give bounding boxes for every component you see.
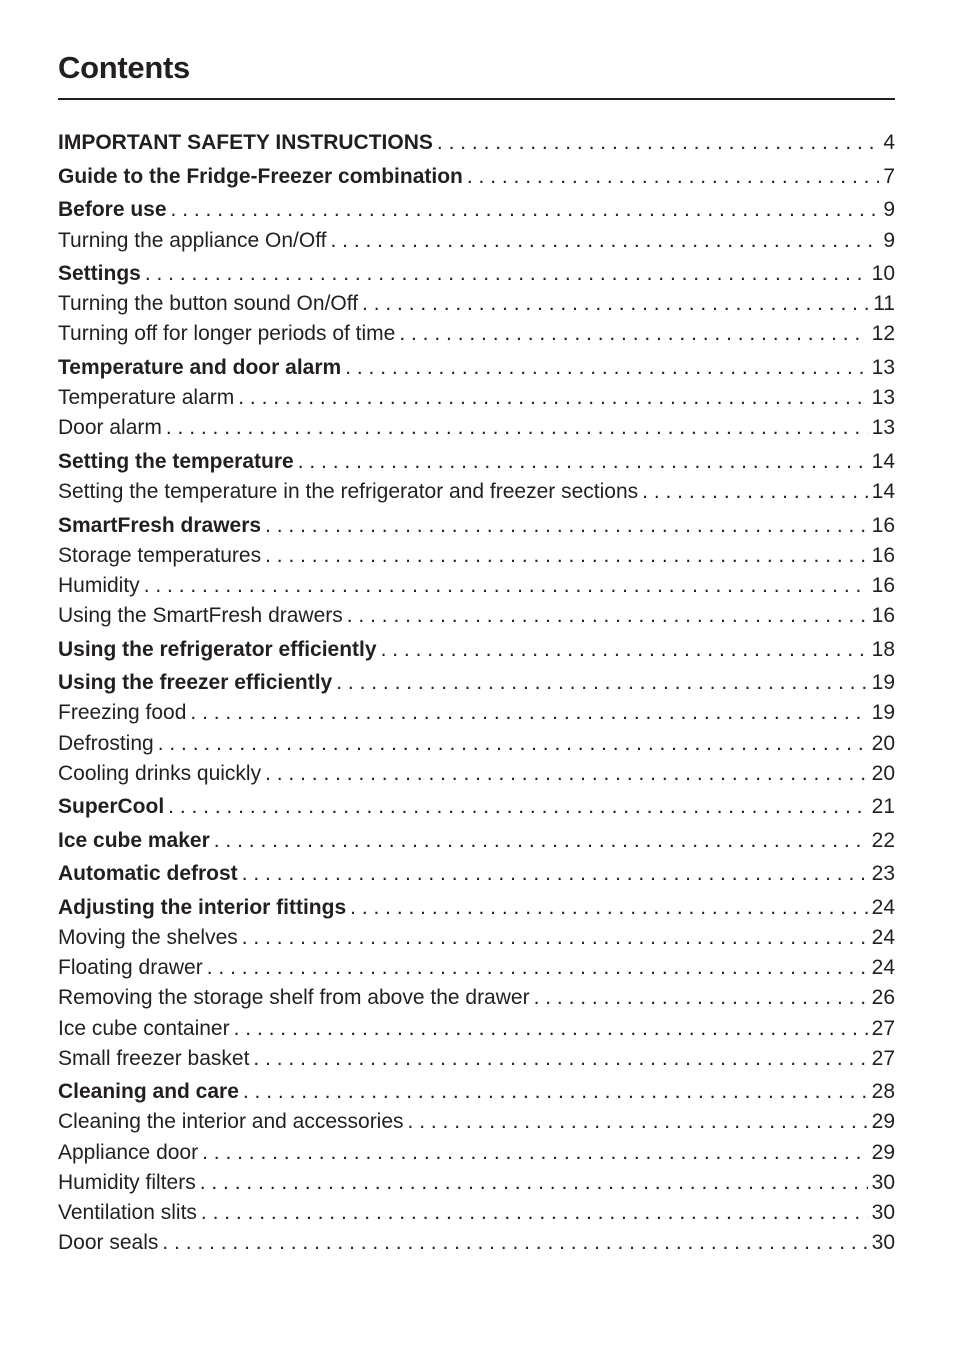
toc-subsection-entry[interactable] <box>58 953 895 983</box>
dot-leader <box>294 447 868 477</box>
dot-leader <box>197 1198 868 1228</box>
toc-section-entry[interactable] <box>58 447 895 477</box>
toc-subsection-entry[interactable] <box>58 1014 895 1044</box>
toc-entry-label: Using the freezer efficiently <box>58 671 333 695</box>
toc-entry-page-number: 21 <box>871 795 895 819</box>
table-of-contents <box>58 125 895 1258</box>
dot-leader <box>198 1138 868 1168</box>
dot-leader <box>230 1014 868 1044</box>
toc-entry-label: Cleaning the interior and accessories <box>58 1110 404 1134</box>
toc-entry-label: Removing the storage shelf from above the drawer <box>58 986 530 1010</box>
toc-entry-page-number: 12 <box>871 322 895 346</box>
dot-leader <box>162 413 868 443</box>
toc-entry-label: IMPORTANT SAFETY INSTRUCTIONS <box>58 131 433 155</box>
dot-leader <box>154 729 868 759</box>
toc-entry-page-number: 19 <box>871 671 895 695</box>
toc-subsection-entry[interactable] <box>58 541 895 571</box>
toc-entry-label: Door seals <box>58 1231 159 1255</box>
toc-entry-label: Storage temperatures <box>58 543 262 567</box>
toc-subsection-entry[interactable] <box>58 1138 895 1168</box>
dot-leader <box>238 859 868 889</box>
toc-entry-label: SmartFresh drawers <box>58 513 262 537</box>
toc-subsection-entry[interactable] <box>58 1198 895 1228</box>
dot-leader <box>327 226 880 256</box>
toc-entry-page-number: 16 <box>871 513 895 537</box>
toc-entry-label: Freezing food <box>58 701 187 725</box>
dot-leader <box>358 289 869 319</box>
toc-entry-page-number: 30 <box>871 1170 895 1194</box>
toc-entry-page-number: 26 <box>871 986 895 1010</box>
toc-entry-page-number: 24 <box>871 895 895 919</box>
toc-entry-label: Setting the temperature <box>58 449 294 473</box>
toc-entry-page-number: 23 <box>871 862 895 886</box>
toc-entry-page-number: 20 <box>871 731 895 755</box>
toc-subsection-entry[interactable] <box>58 983 895 1013</box>
dot-leader <box>167 195 880 225</box>
toc-entry-page-number: 19 <box>871 701 895 725</box>
toc-section-entry[interactable] <box>58 859 895 889</box>
toc-subsection-entry[interactable] <box>58 226 895 256</box>
toc-entry-label: Humidity filters <box>58 1170 196 1194</box>
toc-entry-page-number: 18 <box>871 637 895 661</box>
toc-subsection-entry[interactable] <box>58 1044 895 1074</box>
toc-entry-label: SuperCool <box>58 795 165 819</box>
toc-entry-page-number: 7 <box>883 164 895 188</box>
toc-entry-label: Before use <box>58 198 167 222</box>
toc-entry-page-number: 29 <box>871 1110 895 1134</box>
toc-entry-page-number: 30 <box>871 1231 895 1255</box>
toc-entry-page-number: 13 <box>871 386 895 410</box>
toc-entry-page-number: 9 <box>883 228 895 252</box>
toc-section-entry[interactable] <box>58 826 895 856</box>
dot-leader <box>234 383 867 413</box>
toc-entry-label: Adjusting the interior fittings <box>58 895 347 919</box>
dot-leader <box>332 668 867 698</box>
dot-leader <box>140 571 868 601</box>
toc-subsection-entry[interactable] <box>58 413 895 443</box>
dot-leader <box>638 477 867 507</box>
dot-leader <box>395 319 867 349</box>
dot-leader <box>203 953 868 983</box>
toc-subsection-entry[interactable] <box>58 1107 895 1137</box>
toc-entry-label: Setting the temperature in the refrigerator and freezer sections <box>58 480 639 504</box>
toc-section-entry[interactable] <box>58 511 895 541</box>
toc-entry-label: Settings <box>58 262 141 285</box>
dot-leader <box>239 1077 868 1107</box>
toc-entry-page-number: 30 <box>871 1201 895 1225</box>
dot-leader <box>164 792 867 822</box>
dot-leader <box>141 259 868 289</box>
toc-entry-label: Cleaning and care <box>58 1080 239 1104</box>
toc-entry-page-number: 16 <box>871 573 895 597</box>
toc-subsection-entry[interactable] <box>58 1168 895 1198</box>
toc-entry-label: Floating drawer <box>58 956 203 980</box>
toc-entry-label: Turning off for longer periods of time <box>58 322 396 346</box>
dot-leader <box>186 698 867 728</box>
toc-subsection-entry[interactable] <box>58 571 895 601</box>
dot-leader <box>343 601 868 631</box>
toc-section-entry[interactable] <box>58 792 895 822</box>
toc-entry-page-number: 24 <box>871 956 895 980</box>
toc-entry-page-number: 24 <box>871 925 895 949</box>
dot-leader <box>530 983 868 1013</box>
toc-entry-page-number: 13 <box>871 355 895 379</box>
toc-subsection-entry[interactable] <box>58 601 895 631</box>
dot-leader <box>261 759 868 789</box>
toc-entry-label: Turning the appliance On/Off <box>58 228 327 252</box>
toc-section-entry[interactable] <box>58 128 895 158</box>
dot-leader <box>261 541 868 571</box>
toc-entry-page-number: 20 <box>871 761 895 785</box>
toc-entry-label: Using the SmartFresh drawers <box>58 604 343 628</box>
toc-subsection-entry[interactable] <box>58 1228 895 1258</box>
toc-entry-label: Ice cube container <box>58 1016 230 1040</box>
toc-section-entry[interactable] <box>58 1077 895 1107</box>
toc-subsection-entry[interactable] <box>58 759 895 789</box>
toc-entry-page-number: 14 <box>871 449 895 473</box>
toc-entry-label: Door alarm <box>58 416 162 440</box>
toc-section-entry[interactable] <box>58 353 895 383</box>
toc-entry-page-number: 28 <box>871 1080 895 1104</box>
toc-section-entry[interactable] <box>58 635 895 665</box>
toc-entry-label: Cooling drinks quickly <box>58 761 262 785</box>
toc-subsection-entry[interactable] <box>58 289 895 319</box>
title-divider <box>58 98 895 100</box>
toc-subsection-entry[interactable] <box>58 698 895 728</box>
toc-entry-page-number: 16 <box>871 604 895 628</box>
toc-entry-label: Ice cube maker <box>58 828 210 852</box>
toc-entry-page-number: 4 <box>883 131 895 155</box>
dot-leader <box>210 826 868 856</box>
dot-leader <box>196 1168 868 1198</box>
dot-leader <box>158 1228 867 1258</box>
toc-entry-label: Turning the button sound On/Off <box>58 292 359 316</box>
toc-entry-label: Appliance door <box>58 1140 199 1164</box>
dot-leader <box>433 128 879 158</box>
toc-subsection-entry[interactable] <box>58 383 895 413</box>
toc-entry-page-number: 29 <box>871 1140 895 1164</box>
toc-entry-page-number: 13 <box>871 416 895 440</box>
dot-leader <box>377 635 868 665</box>
toc-section-entry[interactable] <box>58 162 895 192</box>
page-title: Contents <box>58 50 190 85</box>
toc-subsection-entry[interactable] <box>58 477 895 507</box>
toc-entry-label: Temperature alarm <box>58 386 235 410</box>
toc-entry-page-number: 22 <box>871 828 895 852</box>
toc-section-entry[interactable] <box>58 668 895 698</box>
toc-entry-label: Temperature and door alarm <box>58 355 342 379</box>
toc-subsection-entry[interactable] <box>58 923 895 953</box>
toc-entry-label: Automatic defrost <box>58 862 238 886</box>
toc-entry-page-number: 27 <box>871 1046 895 1070</box>
toc-entry-label: Guide to the Fridge-Freezer combination <box>58 164 463 188</box>
toc-entry-label: Moving the shelves <box>58 925 238 949</box>
toc-section-entry[interactable] <box>58 195 895 225</box>
dot-leader <box>341 353 867 383</box>
toc-entry-page-number: 27 <box>871 1016 895 1040</box>
dot-leader <box>346 893 867 923</box>
toc-entry-page-number: 11 <box>873 292 895 316</box>
dot-leader <box>238 923 868 953</box>
dot-leader <box>463 162 879 192</box>
toc-entry-label: Humidity <box>58 573 140 597</box>
toc-entry-label: Ventilation slits <box>58 1201 197 1225</box>
toc-entry-page-number: 16 <box>871 543 895 567</box>
toc-entry-label: Using the refrigerator efficiently <box>58 637 377 661</box>
toc-entry-page-number: 10 <box>871 262 895 285</box>
dot-leader <box>261 511 868 541</box>
toc-subsection-entry[interactable] <box>58 319 895 349</box>
toc-entry-label: Small freezer basket <box>58 1046 250 1070</box>
toc-entry-page-number: 9 <box>883 198 895 222</box>
dot-leader <box>404 1107 868 1137</box>
toc-entry-page-number: 14 <box>871 480 895 504</box>
toc-section-entry[interactable] <box>58 893 895 923</box>
toc-section-entry[interactable] <box>58 259 895 289</box>
toc-subsection-entry[interactable] <box>58 729 895 759</box>
dot-leader <box>249 1044 867 1074</box>
toc-entry-label: Defrosting <box>58 731 154 755</box>
